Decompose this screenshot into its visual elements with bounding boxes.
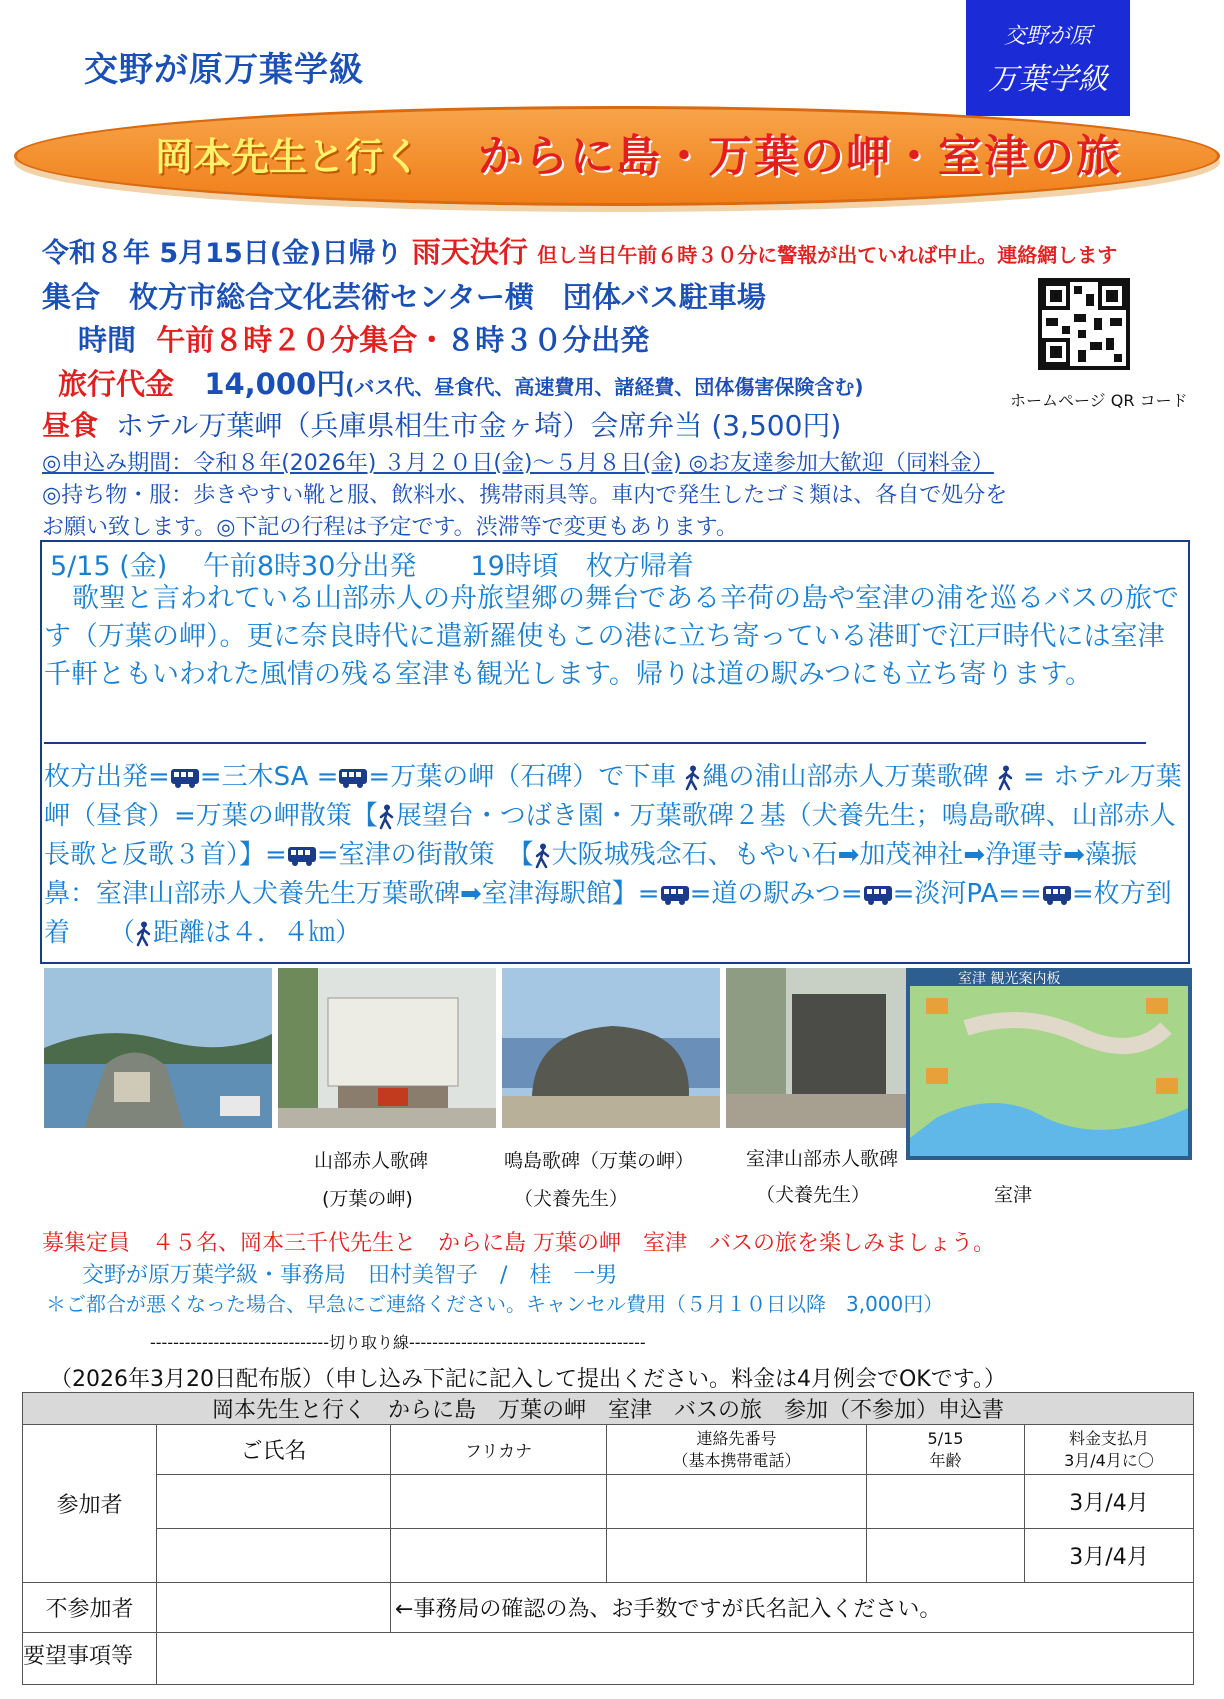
qr-pattern-icon xyxy=(1042,282,1126,366)
bus-icon xyxy=(170,767,200,789)
name-field[interactable] xyxy=(157,1529,391,1583)
route-text: =枚方到着 （ xyxy=(44,879,1172,948)
logo-line1: 交野が原 xyxy=(1003,23,1092,49)
walk-icon xyxy=(135,921,153,947)
kana-field[interactable] xyxy=(391,1529,607,1583)
col-age-1: 5/15 xyxy=(927,1428,964,1448)
banner-subtitle: 岡本先生と行く xyxy=(155,135,422,179)
logo xyxy=(966,0,1130,116)
meeting-place: 集合 枚方市総合文化芸術センター横 団体バス駐車場 xyxy=(42,280,766,314)
recruit-text: 募集定員 ４５名、岡本三千代先生と からに島 万葉の岬 室津 バスの旅を楽しみましょう。 xyxy=(42,1231,995,1256)
banner-title: からに島・万葉の岬・室津の旅 xyxy=(478,131,1122,182)
absent-label: 不参加者 xyxy=(23,1583,157,1633)
application-form xyxy=(22,1392,1194,1685)
walk-icon xyxy=(534,843,552,869)
requests-label: 要望事項等 xyxy=(23,1633,157,1685)
fee-label: 旅行代金 xyxy=(58,367,175,401)
col-kana: フリカナ xyxy=(391,1425,607,1475)
caption-narushima-sub: （犬養先生） xyxy=(514,1188,629,1210)
walk-icon xyxy=(684,765,702,791)
application-period: ◎申込み期間：令和８年(2026年) ３月２０日(金)～５月８日(金) ◎お友達参加大歓迎（同料金） xyxy=(42,451,994,476)
qr-code[interactable] xyxy=(1038,278,1130,370)
form-title: 岡本先生と行く からに島 万葉の岬 室津 バスの旅 参加（不参加）申込書 xyxy=(23,1393,1194,1425)
caption-narushima: 鳴島歌碑（万葉の岬） xyxy=(504,1150,695,1172)
belongings-line2: お願い致します。◎下記の行程は予定です。渋滞等で変更もあります。 xyxy=(42,515,738,540)
route-text: =三木SA = xyxy=(199,762,339,792)
time-label: 時間 xyxy=(78,323,137,357)
age-field[interactable] xyxy=(867,1475,1025,1529)
photo-monument-murotsu xyxy=(726,968,906,1128)
absent-name-field[interactable] xyxy=(157,1583,391,1633)
bus-icon xyxy=(287,845,317,867)
bus-icon xyxy=(660,884,690,906)
cut-line: -------------------------------切り取り線----------------------------------------- xyxy=(150,1333,646,1352)
fee-note: (バス代、昼食代、高速費用、諸経費、団体傷害保険含む) xyxy=(345,375,864,399)
col-phone-1: 連絡先番号 xyxy=(696,1428,777,1448)
rain-note: 但し当日午前６時３０分に警報が出ていれば中止。連絡網します xyxy=(537,243,1118,267)
time-depart: ８時３０分出発 xyxy=(446,323,650,357)
caption-yamabe-sub: (万葉の岬) xyxy=(322,1188,413,1210)
rain-notice: 雨天決行 xyxy=(411,235,528,269)
bus-icon xyxy=(1042,884,1072,906)
phone-field[interactable] xyxy=(607,1529,867,1583)
bus-icon xyxy=(863,884,893,906)
walk-icon xyxy=(997,765,1015,791)
pay-choice[interactable]: 3月/4月 xyxy=(1025,1475,1194,1529)
route-text: =室津の街散策 【 xyxy=(316,840,534,870)
lunch-text: ホテル万葉岬（兵庫県相生市金ヶ埼）会席弁当 (3,500円) xyxy=(115,409,842,442)
col-pay xyxy=(1025,1425,1194,1475)
bus-icon xyxy=(338,767,368,789)
lunch-line xyxy=(42,404,841,444)
absent-note: ←事務局の確認の為、お手数ですが氏名記入ください。 xyxy=(391,1583,1194,1633)
route-text: =淡河PA== xyxy=(892,879,1042,909)
itinerary-head: 5/15 (金) 午前8時30分出発 19時頃 枚方帰着 xyxy=(50,551,694,582)
col-age xyxy=(867,1425,1025,1475)
phone-field[interactable] xyxy=(607,1475,867,1529)
age-field[interactable] xyxy=(867,1529,1025,1583)
route-text: 距離は４．４㎞） xyxy=(153,918,362,948)
caption-yamabe: 山部赤人歌碑 xyxy=(314,1150,429,1172)
route-text: 縄の浦山部赤人万葉歌碑 xyxy=(702,762,989,792)
cancel-note: ＊ご都合が悪くなった場合、早急にご連絡ください。キャンセル費用（５月１０日以降 3,000円） xyxy=(46,1292,944,1316)
route-text: 枚方出発= xyxy=(44,762,170,792)
kana-field[interactable] xyxy=(391,1475,607,1529)
photo-monument-cape xyxy=(44,968,272,1128)
trip-date: 令和８年 5月15日(金)日帰り xyxy=(42,238,403,269)
pay-choice[interactable]: 3月/4月 xyxy=(1025,1529,1194,1583)
trip-date-line xyxy=(42,230,1117,271)
col-pay-1: 料金支払月 xyxy=(1068,1428,1149,1448)
col-phone-2: （基本携帯電話） xyxy=(672,1450,801,1470)
col-phone xyxy=(607,1425,867,1475)
caption-murotsu-monument: 室津山部赤人歌碑 xyxy=(746,1148,899,1170)
caption-murotsu: 室津 xyxy=(994,1184,1033,1206)
logo-line2: 万葉学級 xyxy=(988,61,1108,97)
route-text: = xyxy=(1014,762,1045,792)
fee-amount: 14,000円 xyxy=(204,367,346,401)
time-line xyxy=(78,318,649,359)
org-title: 交野が原万葉学級 xyxy=(84,50,364,90)
itinerary-description: 歌聖と言われている山部赤人の舟旅望郷の舞台である辛荷の島や室津の浦を巡るバスの旅です（万葉の岬）。更に奈良時代に遣新羅使もこの港に立ち寄っている港町で江戸時代には室津千軒ともいわれた風情の残る室津も観光します。帰りは道の駅みつにも立ち寄ります。 xyxy=(44,583,1179,690)
requests-field[interactable] xyxy=(157,1633,1194,1685)
office-contact: 交野が原万葉学級・事務局 田村美智子 / 桂 一男 xyxy=(82,1263,618,1288)
belongings-line1: ◎持ち物・服：歩きやすい靴と服、飲料水、携帯雨具等。車内で発生したゴミ類は、各自で処分を xyxy=(42,483,1008,508)
photo-murotsu-map xyxy=(906,968,1192,1160)
route-text: ホテル万葉岬（昼食）=万葉の岬散策【 xyxy=(44,762,1182,831)
route-text: =道の駅みつ= xyxy=(689,879,863,909)
qr-caption: ホームページ QR コード xyxy=(1010,391,1188,410)
map-label: 室津 観光案内板 xyxy=(958,971,1061,987)
route-description xyxy=(44,758,1184,953)
col-name: ご氏名 xyxy=(157,1425,391,1475)
fee-line xyxy=(58,362,864,403)
col-pay-2: 3月/4月に〇 xyxy=(1064,1450,1154,1470)
walk-icon xyxy=(378,804,396,830)
route-text: 展望台・つばき園・万葉歌碑２基（犬養先生；鳴島歌碑、山部赤人長歌と反歌３首）】= xyxy=(44,801,1176,870)
distribution-note: （2026年3月20日配布版）（申し込み下記に記入して提出ください。料金は4月例会でOKです。） xyxy=(50,1367,1006,1392)
itinerary-divider xyxy=(44,742,1146,744)
col-age-2: 年齢 xyxy=(929,1450,962,1470)
route-text: =万葉の岬（石碑）で下車 xyxy=(368,762,677,792)
name-field[interactable] xyxy=(157,1475,391,1529)
time-gather: 午前８時２０分集合・ xyxy=(156,323,447,357)
caption-murotsu-monument-sub: （犬養先生） xyxy=(756,1184,871,1206)
route-text: 大阪城残念石、もやい石➡加茂神社➡浄運寺➡藻振鼻：室津山部赤人犬養先生万葉歌碑➡室津海駅館】= xyxy=(44,840,1137,909)
photo-monument-narushima xyxy=(502,968,720,1128)
photo-monument-yamabe xyxy=(278,968,496,1128)
participant-label: 参加者 xyxy=(23,1425,157,1583)
lunch-label: 昼食 xyxy=(42,409,99,442)
